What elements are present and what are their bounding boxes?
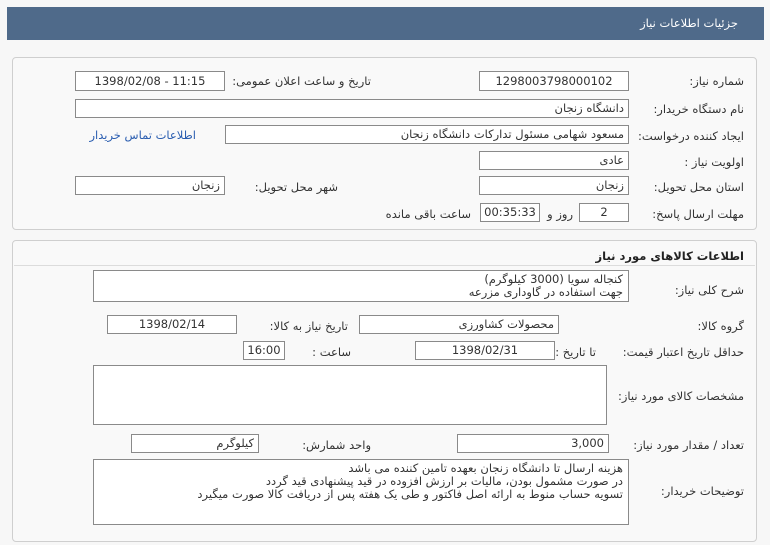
priority-field[interactable]: عادی <box>479 151 629 170</box>
group-field[interactable]: محصولات کشاورزی <box>359 315 559 334</box>
unit-field[interactable]: کیلوگرم <box>131 434 259 453</box>
need-number-field[interactable]: 1298003798000102 <box>479 71 629 91</box>
time-remaining-label: ساعت باقی مانده <box>385 207 471 221</box>
need-number-label: شماره نیاز: <box>689 74 744 88</box>
time-remaining-field[interactable]: 00:35:33 <box>480 203 540 222</box>
to-date-label: تا تاریخ : <box>555 345 596 359</box>
days-label: روز و <box>547 207 573 221</box>
announce-field[interactable]: 1398/02/08 - 11:15 <box>75 71 225 91</box>
notes-field[interactable]: هزینه ارسال تا دانشگاه زنجان بعهده تامین کننده می باشد در صورت مشمول بودن، مالیات بر ارزش افزوده در قید پیشنهادی قید گردد تسویه حساب منوط به ارائه اصل فاکتور و طی یک هفته پس از دریافت کالا صورت میگیرد <box>93 459 629 525</box>
priority-label: اولویت نیاز : <box>684 155 744 169</box>
province-label: استان محل تحویل: <box>653 180 744 194</box>
requester-label: ایجاد کننده درخواست: <box>638 129 744 143</box>
province-field[interactable]: زنجان <box>479 176 629 195</box>
to-date-field[interactable]: 1398/02/31 <box>415 341 555 360</box>
city-field[interactable]: زنجان <box>75 176 225 195</box>
notes-label: توضیحات خریدار: <box>660 484 744 498</box>
goods-section-title: اطلاعات کالاهای مورد نیاز <box>595 249 744 263</box>
announce-label: تاریخ و ساعت اعلان عمومی: <box>232 74 371 88</box>
desc-field[interactable]: کنجاله سویا (3000 کیلوگرم) جهت استفاده در گاوداری مزرعه <box>93 270 629 302</box>
need-info-panel <box>12 57 757 230</box>
hour-field[interactable]: 16:00 <box>243 341 285 360</box>
validity-label: حداقل تاریخ اعتبار قیمت: <box>622 345 744 359</box>
city-label: شهر محل تحویل: <box>254 180 338 194</box>
qty-label: تعداد / مقدار مورد نیاز: <box>633 438 744 452</box>
buyer-org-field[interactable]: دانشگاه زنجان <box>75 99 629 118</box>
specs-label: مشخصات کالای مورد نیاز: <box>617 389 744 403</box>
deadline-label: مهلت ارسال پاسخ: <box>652 207 744 221</box>
page-title: جزئیات اطلاعات نیاز <box>640 16 738 30</box>
buyer-org-label: نام دستگاه خریدار: <box>653 102 744 116</box>
buyer-contact-link[interactable]: اطلاعات تماس خریدار <box>89 128 196 142</box>
days-field[interactable]: 2 <box>579 203 629 222</box>
section-divider <box>14 265 755 266</box>
qty-field[interactable]: 3,000 <box>457 434 609 453</box>
group-label: گروه کالا: <box>697 319 744 333</box>
specs-field[interactable] <box>93 365 607 425</box>
need-date-label: تاریخ نیاز به کالا: <box>269 319 348 333</box>
unit-label: واحد شمارش: <box>302 438 371 452</box>
hour-label: ساعت : <box>312 345 351 359</box>
page-header <box>7 7 764 40</box>
need-date-field[interactable]: 1398/02/14 <box>107 315 237 334</box>
desc-label: شرح کلی نیاز: <box>674 283 744 297</box>
goods-info-panel <box>12 240 757 542</box>
requester-field[interactable]: مسعود شهامی مسئول تدارکات دانشگاه زنجان <box>225 125 629 144</box>
